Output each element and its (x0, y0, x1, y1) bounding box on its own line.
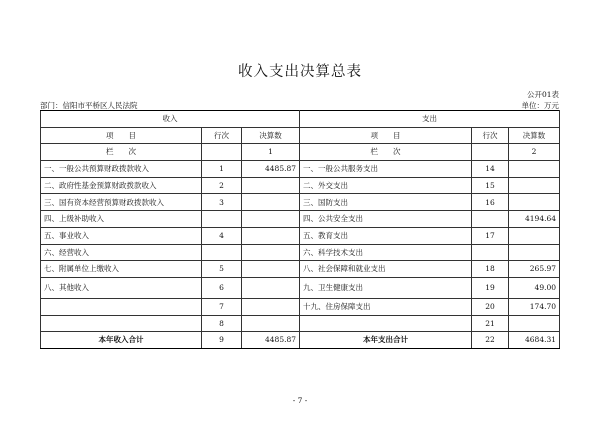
expense-item: 三、国防支出 (300, 194, 472, 211)
department-label: 部门：信阳市平桥区人民法院 (40, 101, 138, 110)
expense-column-label: 栏 次 (300, 144, 472, 161)
expense-item: 十九、住房保障支出 (300, 298, 472, 315)
table-row (41, 261, 560, 278)
income-amount (242, 244, 300, 261)
income-amount (242, 177, 300, 194)
table-row (41, 177, 560, 194)
income-row-no: 6 (202, 277, 242, 298)
table-row (41, 277, 560, 298)
expense-item: 二、外交支出 (300, 177, 472, 194)
income-amount (242, 277, 300, 298)
expense-item-header: 项 目 (300, 127, 472, 144)
expense-row-no: 14 (472, 161, 509, 178)
table-row (41, 298, 560, 315)
expense-amount: 49.00 (509, 277, 560, 298)
income-amount: 4485.87 (242, 161, 300, 178)
expense-amount: 174.70 (509, 298, 560, 315)
income-item: 四、上级补助收入 (41, 211, 202, 228)
income-total-row-no: 9 (202, 332, 242, 349)
column-header-row (41, 127, 560, 144)
income-section-header: 收入 (41, 111, 300, 128)
income-row-no (202, 244, 242, 261)
totals-row (41, 332, 560, 349)
income-item: 七、附属单位上缴收入 (41, 261, 202, 278)
income-total-label: 本年收入合计 (41, 332, 202, 349)
table-row (41, 211, 560, 228)
income-item (41, 315, 202, 332)
expense-total-row-no: 22 (472, 332, 509, 349)
income-amount-header: 决算数 (242, 127, 300, 144)
expense-row-no: 17 (472, 227, 509, 244)
income-item: 三、国有资本经营预算财政拨款收入 (41, 194, 202, 211)
expense-row-no: 21 (472, 315, 509, 332)
table-row (41, 315, 560, 332)
expense-amount (509, 177, 560, 194)
income-amount (242, 211, 300, 228)
income-item-header: 项 目 (41, 127, 202, 144)
expense-item: 八、社会保障和就业支出 (300, 261, 472, 278)
expense-item (300, 315, 472, 332)
income-row-no: 2 (202, 177, 242, 194)
income-column-index-blank (202, 144, 242, 161)
expense-column-index-blank (472, 144, 509, 161)
income-item: 一、一般公共预算财政拨款收入 (41, 161, 202, 178)
income-amount (242, 298, 300, 315)
expense-item: 四、公共安全支出 (300, 211, 472, 228)
page-title: 收入支出决算总表 (238, 64, 362, 80)
expense-amount (509, 315, 560, 332)
expense-item: 六、科学技术支出 (300, 244, 472, 261)
table-row (41, 244, 560, 261)
expense-section-header: 支出 (300, 111, 560, 128)
income-row-no: 4 (202, 227, 242, 244)
income-item: 二、政府性基金预算财政拨款收入 (41, 177, 202, 194)
page-number: - 7 - (292, 396, 308, 405)
unit-label: 单位：万元 (521, 101, 559, 110)
income-amount (242, 261, 300, 278)
table-row (41, 161, 560, 178)
income-column-index: 1 (242, 144, 300, 161)
income-row-no: 8 (202, 315, 242, 332)
expense-row-no: 16 (472, 194, 509, 211)
income-item: 八、其他收入 (41, 277, 202, 298)
section-header-row (41, 111, 560, 128)
income-amount (242, 227, 300, 244)
expense-amount (509, 227, 560, 244)
expense-item: 九、卫生健康支出 (300, 277, 472, 298)
expense-total-amount: 4684.31 (509, 332, 560, 349)
expense-column-index: 2 (509, 144, 560, 161)
income-total-amount: 4485.87 (242, 332, 300, 349)
income-row-no: 1 (202, 161, 242, 178)
expense-amount (509, 161, 560, 178)
expense-item: 五、教育支出 (300, 227, 472, 244)
expense-item: 一、一般公共服务支出 (300, 161, 472, 178)
expense-amount: 265.97 (509, 261, 560, 278)
expense-row-no-header: 行次 (472, 127, 509, 144)
table-row (41, 227, 560, 244)
income-row-no-header: 行次 (202, 127, 242, 144)
table-row (41, 194, 560, 211)
expense-amount (509, 194, 560, 211)
expense-row-no: 18 (472, 261, 509, 278)
expense-total-label: 本年支出合计 (300, 332, 472, 349)
expense-row-no: 20 (472, 298, 509, 315)
form-code: 公开01表 (526, 90, 559, 99)
income-column-label: 栏 次 (41, 144, 202, 161)
income-item: 五、事业收入 (41, 227, 202, 244)
income-item (41, 298, 202, 315)
income-amount (242, 315, 300, 332)
column-index-row (41, 144, 560, 161)
income-row-no: 5 (202, 261, 242, 278)
income-row-no (202, 211, 242, 228)
expense-amount: 4194.64 (509, 211, 560, 228)
income-expense-table (40, 110, 560, 349)
expense-amount-header: 决算数 (509, 127, 560, 144)
income-item: 六、经营收入 (41, 244, 202, 261)
expense-amount (509, 244, 560, 261)
expense-row-no (472, 244, 509, 261)
income-row-no: 3 (202, 194, 242, 211)
income-row-no: 7 (202, 298, 242, 315)
expense-row-no (472, 211, 509, 228)
income-amount (242, 194, 300, 211)
expense-row-no: 19 (472, 277, 509, 298)
expense-row-no: 15 (472, 177, 509, 194)
